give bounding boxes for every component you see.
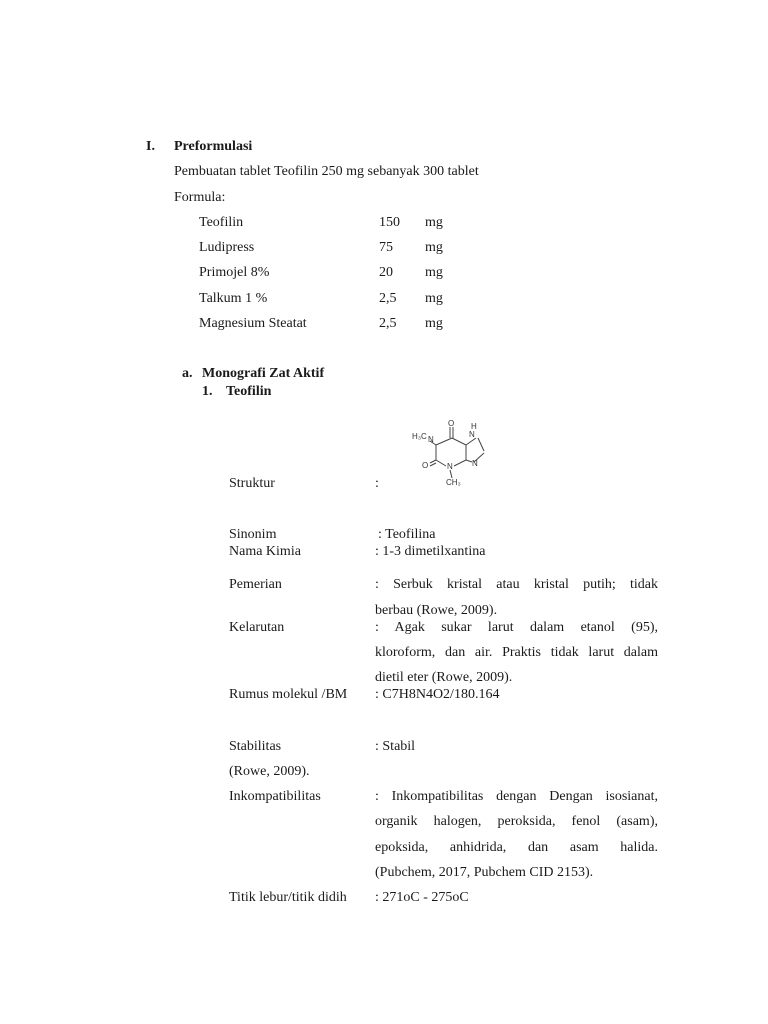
formula-qty: 2,5 bbox=[379, 291, 397, 306]
formula-qty: 150 bbox=[379, 215, 400, 230]
pemerian-line: : Serbuk kristal atau kristal putih; tidak bbox=[375, 577, 658, 592]
inkompatibilitas-line: (Pubchem, 2017, Pubchem CID 2153). bbox=[375, 865, 594, 880]
sinonim-label: Sinonim bbox=[229, 527, 277, 542]
section-title: Preformulasi bbox=[174, 139, 253, 154]
atom-label: O bbox=[422, 461, 429, 470]
formula-unit: mg bbox=[425, 215, 443, 230]
stabilitas-value: : Stabil bbox=[375, 739, 416, 754]
bond bbox=[436, 438, 452, 445]
bond bbox=[478, 438, 484, 451]
sinonim-value: : Teofilina bbox=[378, 527, 436, 542]
inkompatibilitas-line: : Inkompatibilitas dengan Dengan isosianat, bbox=[375, 789, 658, 804]
formula-name: Magnesium Steatat bbox=[199, 316, 307, 331]
pemerian-line: berbau (Rowe, 2009). bbox=[375, 603, 498, 618]
formula-name: Talkum 1 % bbox=[199, 291, 268, 306]
stabilitas-label: Stabilitas bbox=[229, 739, 282, 754]
bond bbox=[430, 460, 436, 463]
formula-unit: mg bbox=[425, 265, 443, 280]
subsection-title: Monografi Zat Aktif bbox=[202, 366, 325, 381]
formula-name: Primojel 8% bbox=[199, 265, 270, 280]
formula-qty: 20 bbox=[379, 265, 393, 280]
theophylline-structure-image bbox=[384, 418, 508, 488]
bond bbox=[430, 463, 436, 466]
kelarutan-line: kloroform, dan air. Praktis tidak larut dalam bbox=[375, 645, 658, 660]
struktur-label: Struktur bbox=[229, 476, 275, 491]
rumus-label: Rumus molekul /BM bbox=[229, 687, 348, 702]
bond bbox=[452, 438, 466, 445]
formula-label: Formula: bbox=[174, 190, 226, 205]
titik-value: : 271oC - 275oC bbox=[375, 890, 469, 905]
subsection-label: a. bbox=[182, 366, 193, 381]
pemerian-label: Pemerian bbox=[229, 577, 282, 592]
formula-unit: mg bbox=[425, 316, 443, 331]
titik-label: Titik lebur/titik didih bbox=[229, 890, 347, 905]
bond bbox=[436, 460, 446, 466]
intro-text: Pembuatan tablet Teofilin 250 mg sebanyak 300 tablet bbox=[174, 164, 479, 179]
formula-name: Ludipress bbox=[199, 240, 255, 255]
bond bbox=[454, 460, 466, 466]
atom-label: N bbox=[469, 430, 475, 439]
atom-label: N bbox=[447, 462, 453, 471]
nama-kimia-label: Nama Kimia bbox=[229, 544, 301, 559]
bond bbox=[466, 438, 476, 445]
nama-kimia-value: : 1-3 dimetilxantina bbox=[375, 544, 486, 559]
bond bbox=[450, 470, 452, 478]
formula-qty: 75 bbox=[379, 240, 393, 255]
section-number: I. bbox=[146, 139, 155, 154]
formula-unit: mg bbox=[425, 240, 443, 255]
rumus-value: : C7H8N4O2/180.164 bbox=[375, 687, 500, 702]
item-label: 1. bbox=[202, 384, 213, 399]
formula-name: Teofilin bbox=[199, 215, 244, 230]
inkompatibilitas-line: epoksida, anhidrida, dan asam halida. bbox=[375, 840, 658, 855]
atom-label: N bbox=[472, 459, 478, 468]
atom-label: H₃C bbox=[412, 432, 427, 441]
formula-qty: 2,5 bbox=[379, 316, 397, 331]
atom-label: O bbox=[448, 419, 455, 428]
kelarutan-line: : Agak sukar larut dalam etanol (95), bbox=[375, 620, 658, 635]
atom-label: CH₃ bbox=[446, 478, 461, 487]
item-title: Teofilin bbox=[226, 384, 272, 399]
inkompatibilitas-line: organik halogen, peroksida, fenol (asam), bbox=[375, 814, 658, 829]
atom-label: H bbox=[471, 422, 477, 431]
kelarutan-line: dietil eter (Rowe, 2009). bbox=[375, 670, 513, 685]
kelarutan-label: Kelarutan bbox=[229, 620, 285, 635]
atom-label: N bbox=[428, 435, 434, 444]
formula-unit: mg bbox=[425, 291, 443, 306]
inkompatibilitas-label: Inkompatibilitas bbox=[229, 789, 321, 804]
struktur-value: : bbox=[375, 476, 379, 491]
stabilitas-ref: (Rowe, 2009). bbox=[229, 764, 310, 779]
